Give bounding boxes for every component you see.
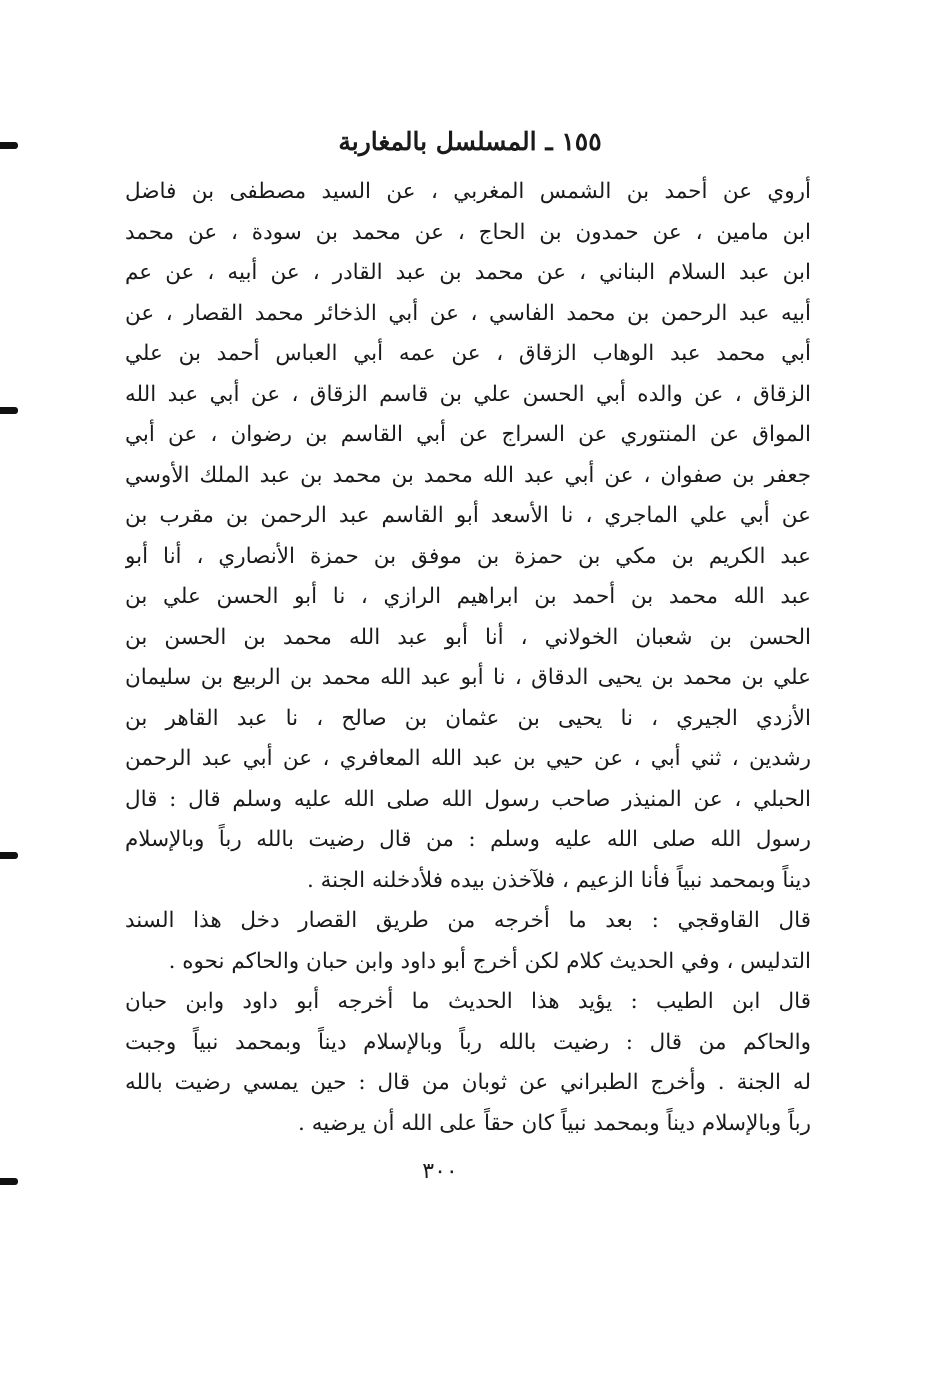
paragraph-3 [125, 982, 811, 1144]
text-line: الحبلي ، عن المنيذر صاحب رسول الله صلى الله عليه وسلم قال : قال [125, 786, 811, 812]
text-line: رباً وبالإسلام ديناً وبمحمد نبياً كان حقاً على الله أن يرضيه . [298, 1110, 811, 1136]
text-line: جعفر بن صفوان ، عن أبي عبد الله محمد بن محمد بن عبد الملك الأوسي [125, 462, 811, 488]
margin-mark [0, 142, 18, 149]
text-line: أبيه عبد الرحمن بن محمد الفاسي ، عن أبي الذخائر محمد القصار ، عن [125, 300, 811, 326]
page-number: ٣٠٠ [422, 1159, 458, 1184]
paragraph-1 [125, 172, 811, 901]
text-line: قال ابن الطيب : يؤيد هذا الحديث ما أخرجه أبو داود وابن حبان [125, 989, 811, 1014]
text-line: ابن عبد السلام البناني ، عن محمد بن عبد القادر ، عن أبيه ، عن عم [125, 260, 811, 285]
margin-mark [0, 852, 18, 859]
text-line: ابن مامين ، عن حمدون بن الحاج ، عن محمد بن سودة ، عن محمد [125, 219, 811, 245]
paragraph-2 [125, 901, 811, 982]
page-heading: ١٥٥ ـ المسلسل بالمغاربة [338, 127, 602, 156]
margin-mark [0, 407, 18, 414]
text-line: عبد الكريم بن مكي بن حمزة بن موفق بن حمزة الأنصاري ، أنا أبو [125, 543, 811, 569]
text-line: الأزدي الجيري ، نا يحيى بن عثمان بن صالح ، نا عبد القاهر بن [125, 705, 811, 731]
text-line: أروي عن أحمد بن الشمس المغربي ، عن السيد مصطفى بن فاضل [125, 179, 811, 204]
text-line: التدليس ، وفي الحديث كلام لكن أخرج أبو داود وابن حبان والحاكم نحوه . [168, 948, 811, 974]
text-line: علي بن محمد بن يحيى الدقاق ، نا أبو عبد الله محمد بن الربيع بن سليمان [125, 665, 811, 690]
text-line: الحسن بن شعبان الخولاني ، أنا أبو عبد الله محمد بن الحسن بن [125, 624, 811, 650]
text-line: عن أبي علي الماجري ، نا الأسعد أبو القاسم عبد الرحمن بن مقرب بن [125, 503, 811, 528]
text-line: المواق عن المنتوري عن السراج عن أبي القاسم بن رضوان ، عن أبي [125, 422, 811, 447]
text-line: ديناً وبمحمد نبياً فأنا الزعيم ، فلآخذن بيده فلأدخلنه الجنة . [306, 867, 811, 893]
body-text [125, 172, 811, 1144]
text-line: له الجنة . وأخرج الطبراني عن ثوبان من قال : حين يمسي رضيت بالله [125, 1070, 811, 1095]
text-line: والحاكم من قال : رضيت بالله رباً وبالإسلام ديناً وبمحمد نبياً وجبت [125, 1029, 811, 1055]
text-line: عبد الله محمد بن أحمد بن ابراهيم الرازي ، نا أبو الحسن علي بن [125, 584, 811, 609]
text-line: أبي محمد عبد الوهاب الزقاق ، عن عمه أبي العباس أحمد بن علي [125, 341, 811, 366]
text-line: قال القاوقجي : بعد ما أخرجه من طريق القصار دخل هذا السند [125, 908, 811, 933]
text-line: الزقاق ، عن والده أبي الحسن علي بن قاسم الزقاق ، عن أبي عبد الله [125, 381, 811, 407]
margin-mark [0, 1178, 18, 1185]
text-line: رسول الله صلى الله عليه وسلم : من قال رضيت بالله رباً وبالإسلام [125, 827, 811, 852]
text-line: رشدين ، ثني أبي ، عن حيي بن عبد الله المعافري ، عن أبي عبد الرحمن [125, 746, 811, 771]
